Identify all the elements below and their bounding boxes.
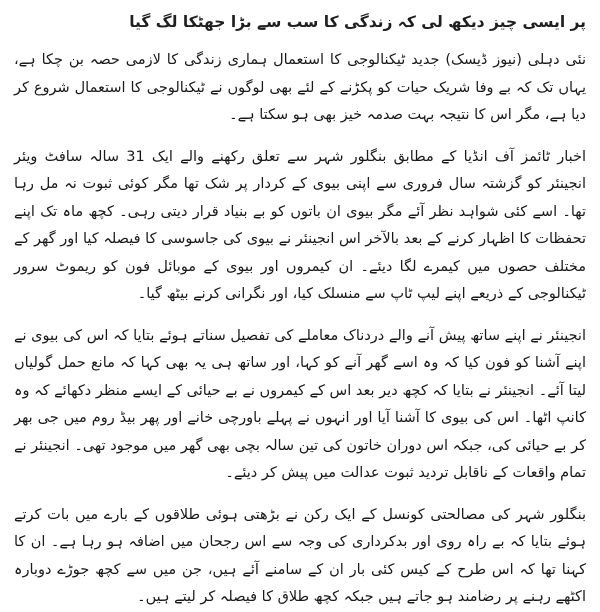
article <box>14 10 586 612</box>
article-paragraph-intro: نئی دہلی (نیوز ڈیسک) جدید ٹیکنالوجی کا استعمال ہماری زندگی کا لازمی حصہ بن چکا ہے، یہاں تک کہ بے وفا شریک حیات کو پکڑنے کے لئے بھی لوگوں نے ٹیکنالوجی کا استعمال شروع کر دیا ہے، مگر اس کا نتیجہ بہت صدمہ خیز بھی ہو سکتا ہے۔ <box>14 52 586 123</box>
article-headline: پر ایسی چیز دیکھ لی کہ زندگی کا سب سے بڑا جھٹکا لگ گیا <box>129 13 586 31</box>
article-paragraph-report: اخبار ٹائمز آف انڈیا کے مطابق بنگلور شہر سے تعلق رکھنے والے ایک 31 سالہ سافٹ ویئر انجینئر کو گزشتہ سال فروری سے اپنی بیوی کے کردار پر شک تھا مگر کوئی ثبوت نہ مل رہا تھا۔ اسے کئی شواہد نظر آئے مگر بیوی ان باتوں کو بے بنیاد قرار دیتی رہی۔ کچھ ماہ تک اپنے تحفظات کا اظہار کرنے کے بعد بالآخر اس انجینئر نے بیوی کی جاسوسی کا فیصلہ کیا اور گھر کے مختلف حصوں میں کیمرے لگا دیئے۔ ان کیمروں اور بیوی کے موبائل فون کو ریموٹ سرور ٹیکنالوجی کے ذریعے اپنے لیپ ٹاپ سے منسلک کیا، اور نگرانی کرنے بیٹھ گیا۔ <box>14 148 586 302</box>
article-paragraph-council: بنگلور شہر کی مصالحتی کونسل کے ایک رکن نے بڑھتی ہوئی طلاقوں کے بارے میں بات کرتے ہوئے بتایا کہ بے راہ روی اور بدکرداری کی وجہ سے اس رجحان میں اضافہ ہو رہا ہے۔ ان کا کہنا تھا کہ اس طرح کے کیس کئی بار ان کے سامنے آئے ہیں، جن میں سے کچھ جوڑے دوبارہ اکٹھے رہنے پر رضامند ہو جاتے ہیں جبکہ کچھ طلاق کا فیصلہ کر لیتے ہیں۔ <box>14 506 586 605</box>
article-paragraph-account: انجینئر نے اپنے ساتھ پیش آنے والے دردناک معاملے کی تفصیل سناتے ہوئے بتایا کہ اس کی بیوی نے اپنے آشنا کو فون کیا کہ وہ اسے گھر آنے کو کہا، اور ساتھ ہی یہ بھی کہا کہ مانع حمل گولیاں لیتا آئے۔ انجینئر نے بتایا کہ کچھ دیر بعد اس کے کیمروں نے بے حیائی کے ایسے منظر دکھائے کہ وہ کانپ اٹھا۔ اس کی بیوی کا آشنا آیا اور انہوں نے پہلے باورچی خانے اور پھر بیڈ روم میں جی بھر کر بے حیائی کی، جبکہ اس دوران خاتون کی تین سالہ بچی بھی گھر میں موجود تھی۔ انجینئر نے تمام واقعات کے ناقابل تردید ثبوت عدالت میں پیش کر دیئے۔ <box>14 327 586 481</box>
